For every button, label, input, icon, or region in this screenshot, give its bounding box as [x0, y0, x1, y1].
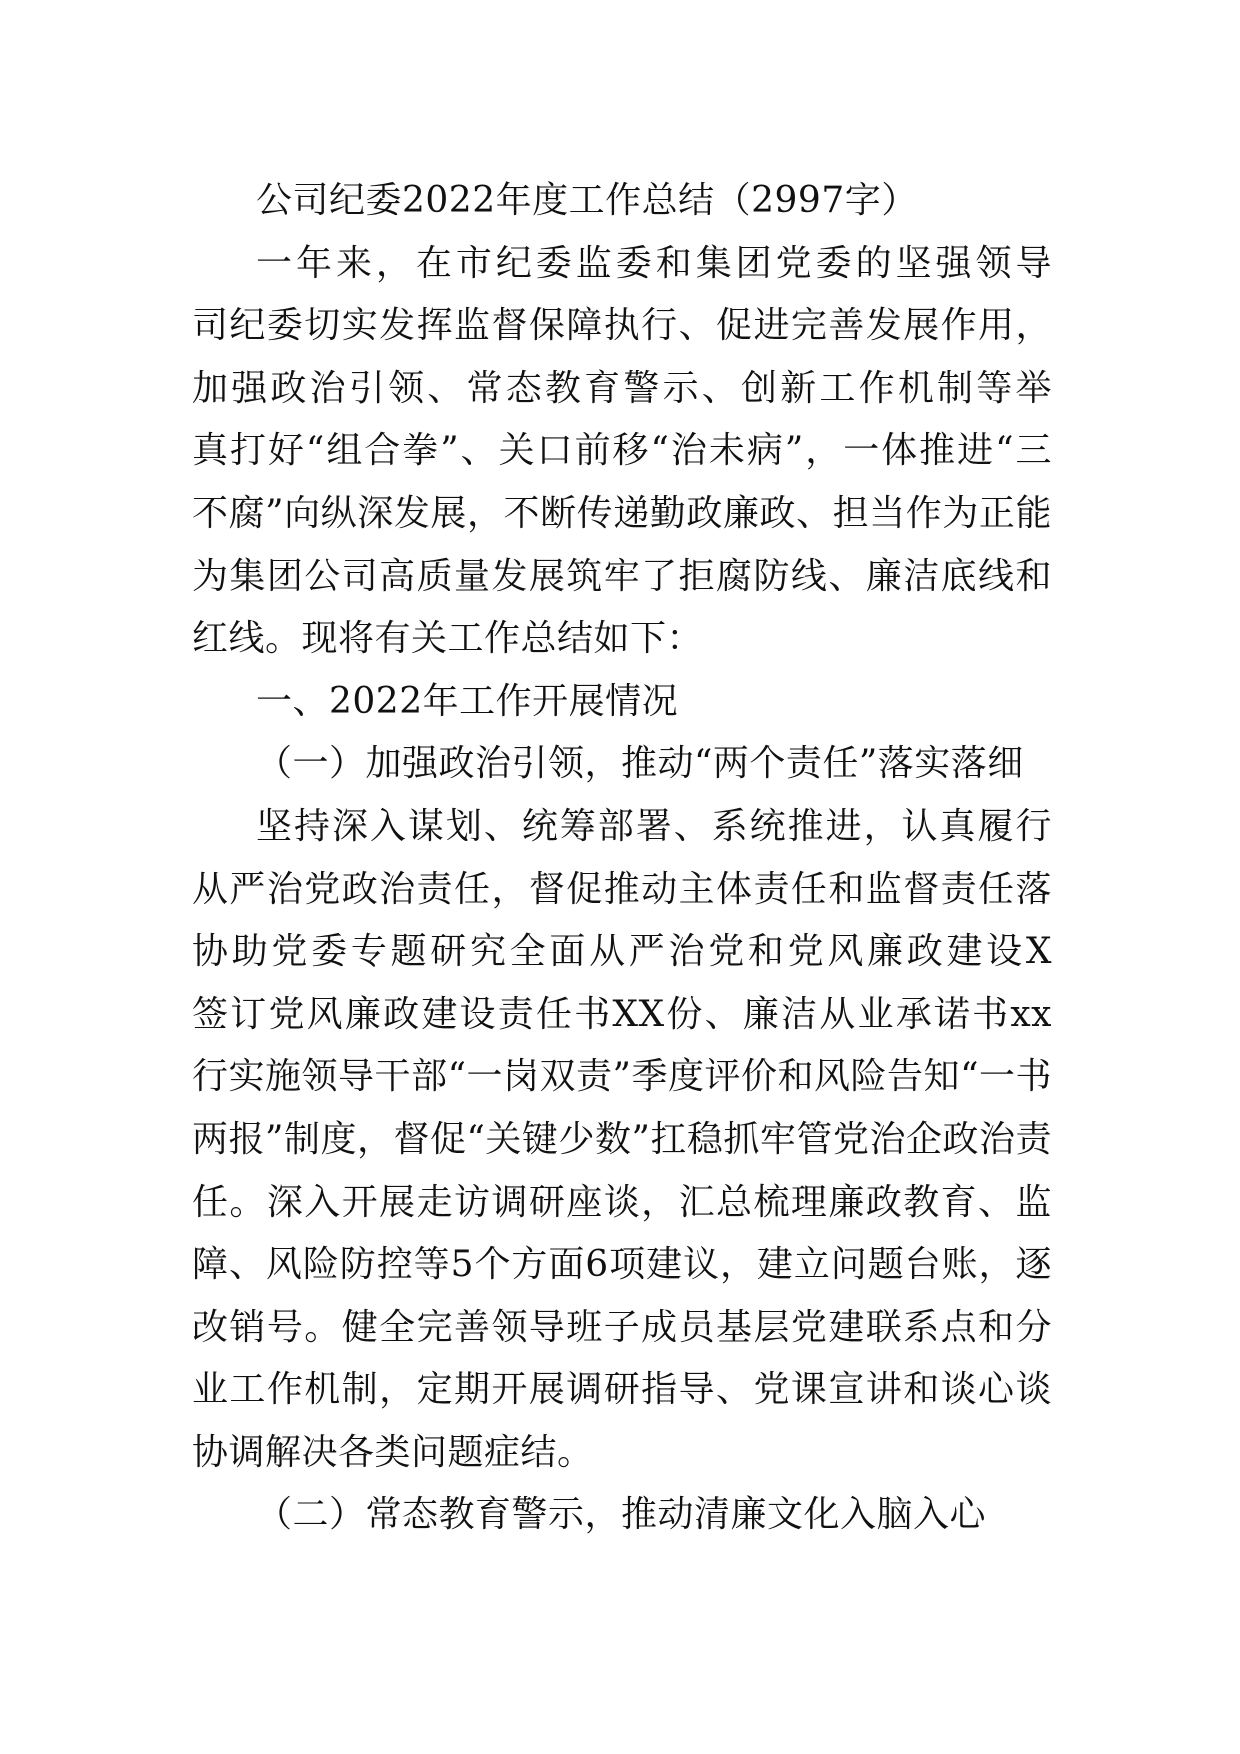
subsection-heading: （二）常态教育警示，推动清廉文化入脑入心 — [256, 1494, 987, 1536]
intro-line: 一年来，在市纪委监委和集团党委的坚强领导 — [256, 242, 1052, 284]
paragraph-line: 从严治党政治责任，督促推动主体责任和监督责任落 — [192, 868, 1052, 910]
section-heading: 一、2022年工作开展情况 — [256, 680, 679, 722]
intro-line: 为集团公司高质量发展筑牢了拒腐防线、廉洁底线和 — [192, 555, 1052, 597]
intro-line: 真打好“组合拳”、关口前移“治未病”，一体推进“三 — [192, 430, 1052, 472]
document-body — [192, 160, 1052, 1547]
paragraph-line: 行实施领导干部“一岗双责”季度评价和风险告知“一书 — [192, 1056, 1052, 1098]
paragraph-line: 协助党委专题研究全面从严治党和党风廉政建设X — [192, 931, 1052, 973]
paragraph-line: 协调解决各类问题症结。 — [192, 1431, 594, 1473]
document-title: 公司纪委2022年度工作总结（2997字） — [256, 180, 918, 221]
intro-line: 红线。现将有关工作总结如下： — [192, 618, 704, 660]
subsection-heading: （一）加强政治引领，推动“两个责任”落实落细 — [256, 743, 1024, 785]
paragraph-line: 改销号。健全完善领导班子成员基层党建联系点和分 — [192, 1306, 1052, 1348]
paragraph-line: 两报”制度，督促“关键少数”扛稳抓牢管党治企政治责 — [192, 1118, 1052, 1160]
intro-line: 司纪委切实发挥监督保障执行、促进完善发展作用， — [192, 305, 1052, 347]
paragraph-line: 任。深入开展走访调研座谈，汇总梳理廉政教育、监 — [192, 1181, 1052, 1223]
paragraph-line: 坚持深入谋划、统筹部署、系统推进，认真履行 — [256, 805, 1052, 847]
paragraph-line: 签订党风廉政建设责任书XX份、廉洁从业承诺书xx — [192, 993, 1052, 1035]
intro-line: 加强政治引领、常态教育警示、创新工作机制等举 — [192, 367, 1052, 409]
paragraph-line: 障、风险防控等5个方面6项建议，建立问题台账，逐 — [192, 1244, 1052, 1286]
paragraph-line: 业工作机制，定期开展调研指导、党课宣讲和谈心谈 — [192, 1369, 1052, 1411]
intro-line: 不腐”向纵深发展，不断传递勤政廉政、担当作为正能 — [192, 492, 1052, 534]
